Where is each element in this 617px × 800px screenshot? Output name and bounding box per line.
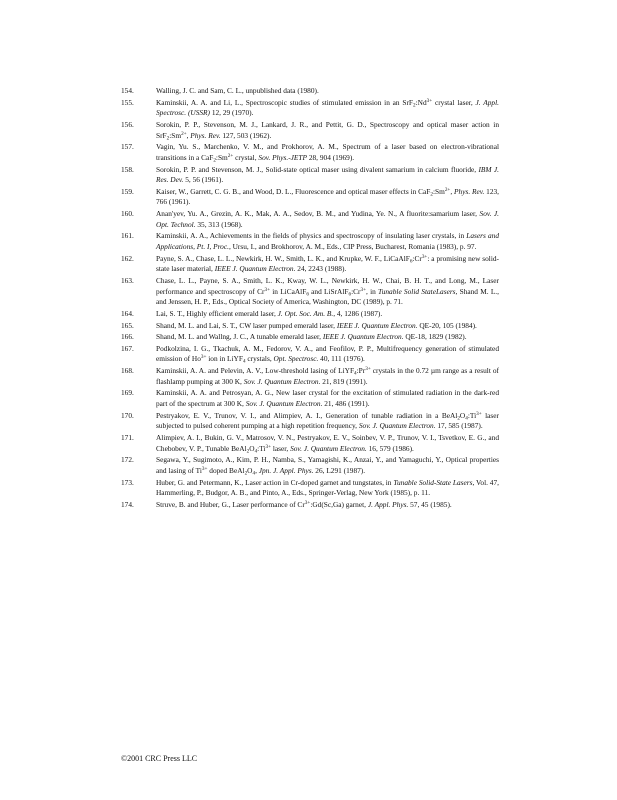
reference-text: Kaminskii, A. A. and Petrosyan, A. G., New laser crystal for the excitation of stimulated radiation in the dark-red part of the spectrum at 300 K, Sov. J. Quantum Electron. 21, 486 (1991). [156, 388, 499, 409]
reference-text: Kaminskii, A. A. and Pelevin, A. V., Low-threshold lasing of $LiYF_4:Pr^{3+}$ crystals in the 0.72 µm range as a result of flashlamp pumping at 300 K, Sov. J. Quantum Electron. 21, 819 (1991). [156, 365, 500, 386]
reference-number: 157. [121, 142, 134, 152]
reference-item [121, 500, 499, 511]
reference-number: 158. [121, 164, 134, 174]
reference-text: Kaminskii, A. A., Achievements in the fields of physics and spectroscopy of insulating laser crystals, in Lasers and Applications, Pt. I, Proc., Ursu, I., and Brokhorov, A. M., Eds., CIP Press, Bucharest, Romania (1983), p. 97. [156, 231, 499, 251]
reference-item [121, 332, 499, 343]
reference-number: 155. [121, 97, 134, 107]
reference-text: Payne, S. A., Chase, L. L., Newkirk, H. W., Smith, L. K., and Krupke, W. F., $LiCaAlF_6:Cr^{3+}$: a promising new solid-state laser material, IEEE J. Quantum Electron. 24, 2243 (1988). [156, 253, 499, 274]
reference-item [121, 478, 499, 499]
reference-item [121, 309, 499, 320]
reference-number: 169. [121, 388, 134, 398]
reference-item [121, 187, 499, 208]
reference-number: 170. [121, 410, 134, 420]
reference-number: 156. [121, 119, 134, 129]
reference-number: 168. [121, 366, 134, 376]
reference-number: 174. [121, 499, 134, 509]
reference-text: Sorokin, P. P., Stevenson, M. J., Lankard, J. R., and Pettit, G. D., Spectroscopy and optical maser action in $SrF_2:Sm^{2+}$, Phys. Rev. 127, 503 (1962). [156, 119, 499, 142]
reference-number: 160. [121, 209, 134, 219]
copyright-footer: ©2001 CRC Press LLC [121, 754, 198, 763]
reference-number: 154. [121, 86, 134, 95]
reference-item [121, 142, 499, 163]
reference-item [121, 86, 499, 97]
reference-text: Kaiser, W., Garrett, C. G. B., and Wood, D. L., Fluorescence and optical maser effects in $CaF_2:Sm^{2+}$, Phys. Rev. 123, 766 (1961). [156, 186, 500, 207]
reference-number: 172. [121, 455, 134, 465]
reference-item [121, 433, 499, 454]
reference-item [121, 276, 499, 308]
reference-text: Huber, G. and Petermann, K., Laser action in Cr-doped garnet and tungstates, in Tunable Solid-State Lasers, Vol. 47, Hammerling, P., Budgor, A. B., and Pinto, A., Eds., Springer-Verlag, New York (1985), p. 11. [156, 477, 499, 498]
reference-item [121, 120, 499, 141]
reference-item [121, 411, 499, 432]
reference-text: Walling, J. C. and Sam, C. L., unpublished data (1980). [156, 86, 319, 95]
reference-text: Segawa, Y., Sugimoto, A., Kim, P. H., Namba, S., Yamagishi, K., Anzai, Y., and Yamaguchi, Y., Optical properties and lasing of $Ti^{3+}$ doped $BeAl_2O_4$, Jpn. J. Appl. Phys. 26, L291 (1987). [156, 455, 499, 477]
reference-number: 167. [121, 343, 134, 353]
reference-text: Kaminskii, A. A. and Li, L., Spectroscopic studies of stimulated emission in an $SrF_2:Nd^{3+}$ crystal laser, J. Appl. Spectrosc. (USSR) 12, 29 (1970). [156, 97, 499, 118]
reference-number: 163. [121, 275, 134, 285]
reference-item [121, 388, 499, 409]
reference-number: 165. [121, 320, 134, 330]
reference-text: Vagin, Yu. S., Marchenko, V. M., and Prokhorov, A. M., Spectrum of a laser based on electron-vibrational transitions in a $CaF_2:Sm^{2+}$ crystal, Sov. Phys.-JETP 28, 904 (1969). [156, 142, 499, 164]
reference-item [121, 209, 499, 230]
reference-text: Shand, M. L. and Lai, S. T., CW laser pumped emerald laser, IEEE J. Quantum Electron. QE-20, 105 (1984). [156, 320, 477, 330]
reference-number: 166. [121, 332, 134, 342]
reference-number: 164. [121, 308, 134, 318]
reference-text: Lai, S. T., Highly efficient emerald laser, J. Opt. Soc. Am. B., 4, 1286 (1987). [156, 308, 383, 318]
reference-text: Chase, L. L., Payne, S. A., Smith, L. K., Kway, W. L., Newkirk, H. W., Chai, B. H. T., and Long, M., Laser performance and spectroscopy of $Cr^{3+}$ in LiCaAlF$_6$ and $LiSrAlF_6:Cr^{3+}$, in Tunable Solid StateLasers, Shand M. L., and Jenssen, H. P., Eds., Optical Society of America, Washington, DC (1989), p. 71. [156, 275, 499, 307]
reference-number: 159. [121, 186, 134, 196]
reference-text: Shand, M. L. and Wallng, J. C., A tunable emerald laser, IEEE J. Quantum Electron. QE-18, 1829 (1982). [156, 332, 467, 342]
reference-item [121, 98, 499, 119]
reference-list [121, 86, 499, 512]
reference-text: Struve, B. and Huber, G., Laser performance of $Cr^{3+}:Gd(Sc,Ga)$ garnet, J. Appl. Phys. 57, 45 (1985). [156, 499, 452, 509]
reference-item [121, 165, 499, 186]
reference-text: Podkolzina, I. G., Tkachuk, A. M., Fedorov, V. A., and Feofilov, P. P., Multifrequency generation of stimulated emission of $Ho^{3+}$ ion in LiYF$_4$ crystals, Opt. Spectrosc. 40, 111 (1976). [156, 343, 499, 365]
reference-text: Anan'yev, Yu. A., Grezin, A. K., Mak, A. A., Sedov, B. M., and Yudina, Ye. N., A fluorite:samarium laser, Sov. J. Opt. Technol. 35, 313 (1968). [156, 209, 499, 229]
reference-text: Sorokin, P. P. and Stevenson, M. J., Solid-state optical maser using divalent samarium in calcium fluoride, IBM J. Res. Dev. 5, 56 (1961). [156, 164, 499, 185]
reference-item [121, 254, 499, 275]
reference-item [121, 231, 499, 252]
reference-item [121, 321, 499, 332]
reference-item [121, 344, 499, 365]
reference-item [121, 366, 499, 387]
reference-text: Alimpiev, A. I., Bukin, G. V., Matrosov, V. N., Pestryakov, E. V., Soinbev, V. P., Trunov, V. I., Tsvetkov, E. G., and Chebobev, V. P., Tunable $BeAl_2O_4:Ti^{3+}$ laser, Sov. J. Quantum Electron. 16, 579 (1986). [156, 433, 499, 455]
reference-number: 173. [121, 477, 134, 487]
reference-text: Pestryakov, E. V., Trunov, V. I., and Alimpiev, A. I., Generation of tunable radiation in a $BeAl_2O_4:Ti^{3+}$ laser subjected to pulsed coherent pumping at a high repetition frequency, Sov. J. Quantum Electron. 17, 585 (1987). [156, 410, 499, 431]
reference-number: 161. [121, 231, 134, 241]
reference-number: 171. [121, 433, 134, 442]
reference-item [121, 455, 499, 476]
reference-number: 162. [121, 253, 134, 263]
